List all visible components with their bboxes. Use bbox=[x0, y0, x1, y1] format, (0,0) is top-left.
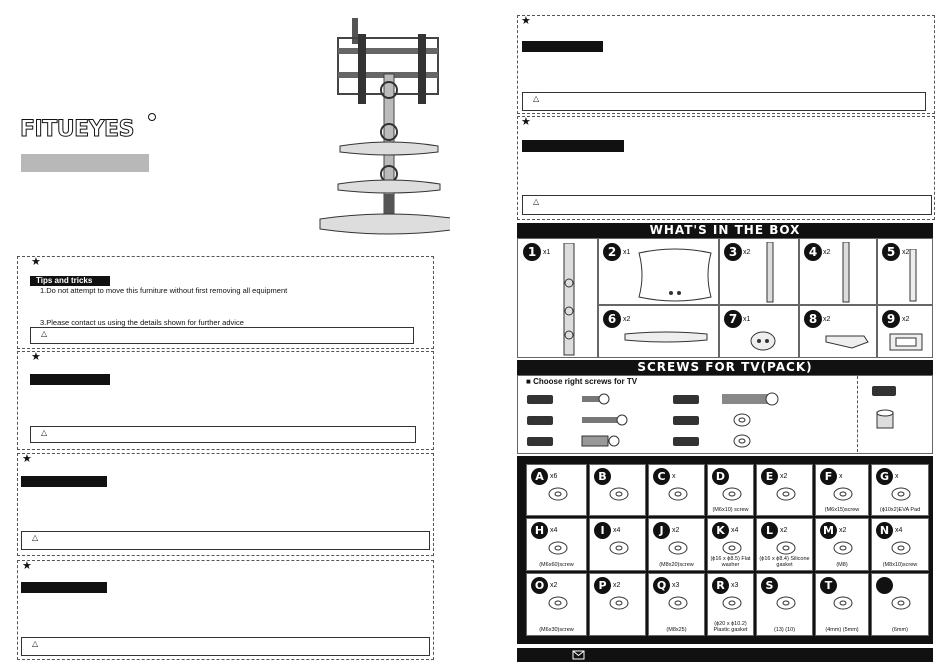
hardware-letter-badge: J bbox=[653, 522, 670, 539]
section-title-bar bbox=[30, 374, 110, 385]
hardware-item-h bbox=[526, 518, 587, 571]
hardware-item-s bbox=[756, 573, 813, 636]
long-screw-icon bbox=[720, 391, 780, 407]
hardware-letter-badge: G bbox=[876, 468, 893, 485]
whats-in-box-header bbox=[517, 223, 933, 238]
medium-screw-icon bbox=[580, 413, 630, 427]
warning-box bbox=[522, 195, 932, 215]
screws-divider bbox=[857, 376, 859, 452]
hardware-part-icon bbox=[775, 594, 797, 612]
screws-subtitle-text: Choose right screws for TV bbox=[533, 377, 638, 386]
hardware-count: x4 bbox=[550, 527, 558, 534]
part-number-badge: 1 bbox=[523, 243, 541, 261]
hardware-item-p bbox=[589, 573, 646, 636]
hardware-item-i bbox=[589, 518, 646, 571]
hardware-item-c bbox=[648, 464, 705, 516]
warning-icon: △ bbox=[32, 639, 39, 648]
hardware-part-icon bbox=[775, 485, 797, 503]
bracket-arm-icon bbox=[764, 242, 776, 304]
part-count: x2 bbox=[823, 249, 831, 256]
star-icon: ★ bbox=[22, 453, 32, 465]
part-count: x2 bbox=[823, 316, 831, 323]
hardware-part-icon bbox=[890, 539, 912, 557]
hardware-item-j bbox=[648, 518, 705, 571]
hardware-caption: (6mm) bbox=[892, 627, 908, 633]
washer-icon bbox=[733, 413, 751, 427]
star-icon: ★ bbox=[31, 351, 41, 363]
warning-icon: △ bbox=[32, 533, 39, 542]
hardware-part-icon bbox=[890, 594, 912, 612]
washer-icon bbox=[733, 434, 751, 448]
screws-subtitle bbox=[526, 377, 637, 386]
hardware-caption: (M8x25) bbox=[666, 627, 687, 633]
hardware-count: x bbox=[839, 473, 843, 480]
glass-plate-icon bbox=[635, 247, 715, 303]
warning-box bbox=[522, 92, 926, 111]
warning-box bbox=[30, 426, 416, 443]
short-screw-icon bbox=[580, 392, 610, 406]
part-count: x2 bbox=[623, 316, 631, 323]
part-number-badge: 2 bbox=[603, 243, 621, 261]
hardware-count: x bbox=[672, 473, 676, 480]
hardware-item-l bbox=[756, 518, 813, 571]
hardware-count: x6 bbox=[550, 473, 558, 480]
hardware-count: x2 bbox=[672, 527, 680, 534]
hardware-item-n bbox=[871, 518, 929, 571]
hardware-letter-badge: S bbox=[761, 577, 778, 594]
hardware-part-icon bbox=[608, 539, 630, 557]
hardware-letter-badge: E bbox=[761, 468, 778, 485]
hardware-letter-badge: A bbox=[531, 468, 548, 485]
hardware-letter-badge: H bbox=[531, 522, 548, 539]
screw-label-tag bbox=[527, 416, 553, 425]
hardware-item-m bbox=[815, 518, 869, 571]
part-1 bbox=[517, 238, 598, 358]
hardware-letter-badge: M bbox=[820, 522, 837, 539]
star-icon: ★ bbox=[521, 15, 531, 27]
hardware-letter-badge: F bbox=[820, 468, 837, 485]
hardware-item-k bbox=[707, 518, 754, 571]
star-icon: ★ bbox=[31, 256, 41, 268]
hardware-item-q bbox=[648, 573, 705, 636]
whats-in-box-title: WHAT'S IN THE BOX bbox=[649, 223, 801, 237]
tips-line-1: 1.Do not attempt to move this furniture without first removing all equipment bbox=[40, 286, 288, 295]
part-count: x2 bbox=[743, 249, 751, 256]
hardware-letter-badge: N bbox=[876, 522, 893, 539]
hardware-caption: (M6x15)screw bbox=[824, 507, 860, 513]
hardware-count: x4 bbox=[895, 527, 903, 534]
hardware-part-icon bbox=[547, 539, 569, 557]
bullet-icon: ■ bbox=[526, 377, 534, 386]
part-number-badge: 8 bbox=[804, 310, 822, 328]
registered-icon bbox=[148, 113, 156, 121]
hardware-caption: (M6x60)screw bbox=[539, 562, 574, 568]
hardware-letter-badge: P bbox=[594, 577, 611, 594]
hardware-item-extra bbox=[871, 573, 929, 636]
screw-label-tag bbox=[673, 395, 699, 404]
spacer-icon bbox=[874, 408, 896, 432]
warning-icon: △ bbox=[41, 329, 48, 338]
part-number-badge: 6 bbox=[603, 310, 621, 328]
part-5 bbox=[877, 238, 933, 305]
part-number-badge: 3 bbox=[724, 243, 742, 261]
section-title-bar bbox=[21, 476, 107, 487]
hardware-letter-badge: T bbox=[820, 577, 837, 594]
hardware-count: x2 bbox=[839, 527, 847, 534]
hardware-item-r bbox=[707, 573, 754, 636]
clamp-bracket-icon bbox=[886, 330, 926, 356]
hardware-count: x2 bbox=[780, 473, 788, 480]
hardware-caption: (M8x10)screw bbox=[882, 562, 918, 568]
hardware-count: x4 bbox=[731, 527, 739, 534]
part-8 bbox=[799, 305, 877, 358]
hardware-caption: (ϕ10x2)EVA Pad bbox=[879, 507, 921, 513]
section-title-bar bbox=[21, 582, 107, 593]
part-count: x1 bbox=[543, 249, 551, 256]
part-6 bbox=[598, 305, 719, 358]
hardware-part-icon bbox=[608, 485, 630, 503]
hardware-item-a bbox=[526, 464, 587, 516]
star-icon: ★ bbox=[22, 560, 32, 572]
warning-box bbox=[21, 637, 430, 656]
screws-for-tv-header bbox=[517, 360, 933, 375]
logo-grey-bar bbox=[21, 154, 149, 172]
hardware-count: x4 bbox=[613, 527, 621, 534]
hardware-caption: (ϕ16 x ϕ8.5) Flat washer bbox=[710, 556, 751, 568]
part-number-badge: 7 bbox=[724, 310, 742, 328]
warning-box bbox=[30, 327, 414, 344]
hardware-part-icon bbox=[547, 485, 569, 503]
hardware-caption: (ϕ20 x ϕ10.2) Plastic gasket bbox=[713, 621, 748, 633]
hardware-caption: (M6x10) screw bbox=[712, 507, 749, 513]
rod-icon bbox=[908, 249, 918, 303]
hardware-letter-badge: C bbox=[653, 468, 670, 485]
hardware-caption: (4mm) (5mm) bbox=[825, 627, 859, 633]
part-count: x2 bbox=[902, 316, 910, 323]
star-icon: ★ bbox=[521, 116, 531, 128]
screw-label-tag bbox=[527, 395, 553, 404]
hardware-letter-badge: I bbox=[594, 522, 611, 539]
hardware-item-t bbox=[815, 573, 869, 636]
part-count: x1 bbox=[623, 249, 631, 256]
upright-column-icon bbox=[558, 243, 580, 357]
hardware-item-g bbox=[871, 464, 929, 516]
hardware-caption: (13) (10) bbox=[773, 627, 796, 633]
hardware-letter-badge: L bbox=[761, 522, 778, 539]
hardware-count: x2 bbox=[550, 582, 558, 589]
hardware-caption: (M8) bbox=[836, 562, 848, 568]
hardware-count: x3 bbox=[672, 582, 680, 589]
tv-stand-illustration bbox=[310, 14, 450, 239]
hardware-part-icon bbox=[832, 594, 854, 612]
screw-label-tag bbox=[527, 437, 553, 446]
hardware-item-b bbox=[589, 464, 646, 516]
brand-logo bbox=[20, 117, 150, 147]
mail-icon bbox=[572, 649, 586, 661]
hardware-part-icon bbox=[775, 539, 797, 557]
screw-label-tag bbox=[673, 437, 699, 446]
hardware-item-f bbox=[815, 464, 869, 516]
hardware-count: x bbox=[895, 473, 899, 480]
tips-title: Tips and tricks bbox=[36, 276, 93, 285]
hardware-part-icon bbox=[721, 485, 743, 503]
hardware-letter-badge: D bbox=[712, 468, 729, 485]
hardware-part-icon bbox=[667, 485, 689, 503]
screws-for-tv-title: SCREWS FOR TV(PACK) bbox=[637, 360, 813, 374]
hardware-count: x3 bbox=[731, 582, 739, 589]
hardware-part-icon bbox=[547, 594, 569, 612]
hardware-letter-badge: B bbox=[594, 468, 611, 485]
logo-text: FITUEYES bbox=[20, 117, 134, 142]
screw-label-tag bbox=[872, 386, 896, 396]
warning-box bbox=[21, 531, 430, 550]
part-number-badge: 9 bbox=[882, 310, 900, 328]
hardware-letter-badge bbox=[876, 577, 893, 594]
hardware-part-icon bbox=[667, 594, 689, 612]
bracket-arm-icon bbox=[840, 242, 852, 304]
hardware-part-icon bbox=[832, 485, 854, 503]
hardware-part-icon bbox=[667, 539, 689, 557]
hardware-item-o bbox=[526, 573, 587, 636]
hardware-letter-badge: Q bbox=[653, 577, 670, 594]
hardware-part-icon bbox=[832, 539, 854, 557]
spacer-screw-icon bbox=[580, 434, 630, 448]
part-9 bbox=[877, 305, 933, 358]
hardware-caption: (M8x20)screw bbox=[659, 562, 694, 568]
hardware-count: x2 bbox=[780, 527, 788, 534]
tips-line-3: 3.Please contact us using the details shown for further advice bbox=[40, 318, 244, 327]
part-number-badge: 4 bbox=[804, 243, 822, 261]
hardware-part-icon bbox=[721, 539, 743, 557]
shelf-icon bbox=[621, 330, 711, 346]
hardware-part-icon bbox=[608, 594, 630, 612]
part-count: x1 bbox=[743, 316, 751, 323]
part-count: x2 bbox=[902, 249, 910, 256]
shelf-bracket-icon bbox=[824, 328, 870, 354]
hardware-letter-badge: K bbox=[712, 522, 729, 539]
hardware-item-d bbox=[707, 464, 754, 516]
hardware-caption: (M6x30)screw bbox=[539, 627, 574, 633]
part-7 bbox=[719, 305, 799, 358]
hardware-count: x2 bbox=[613, 582, 621, 589]
hardware-item-e bbox=[756, 464, 813, 516]
hardware-caption: (ϕ16 x ϕ8.4) Silicone gasket bbox=[759, 556, 810, 568]
warning-icon: △ bbox=[533, 94, 540, 103]
part-4 bbox=[799, 238, 877, 305]
screw-label-tag bbox=[673, 416, 699, 425]
tips-title-bar bbox=[30, 276, 110, 286]
part-3 bbox=[719, 238, 799, 305]
footer-bar bbox=[517, 648, 933, 662]
hardware-letter-badge: R bbox=[712, 577, 729, 594]
part-2 bbox=[598, 238, 719, 305]
warning-icon: △ bbox=[533, 197, 540, 206]
part-number-badge: 5 bbox=[882, 243, 900, 261]
section-title-bar bbox=[522, 41, 603, 52]
hardware-part-icon bbox=[890, 485, 912, 503]
section-title-bar bbox=[522, 140, 624, 152]
hardware-part-icon bbox=[721, 594, 743, 612]
cable-clip-icon bbox=[748, 326, 778, 356]
hardware-letter-badge: O bbox=[531, 577, 548, 594]
warning-icon: △ bbox=[41, 428, 48, 437]
